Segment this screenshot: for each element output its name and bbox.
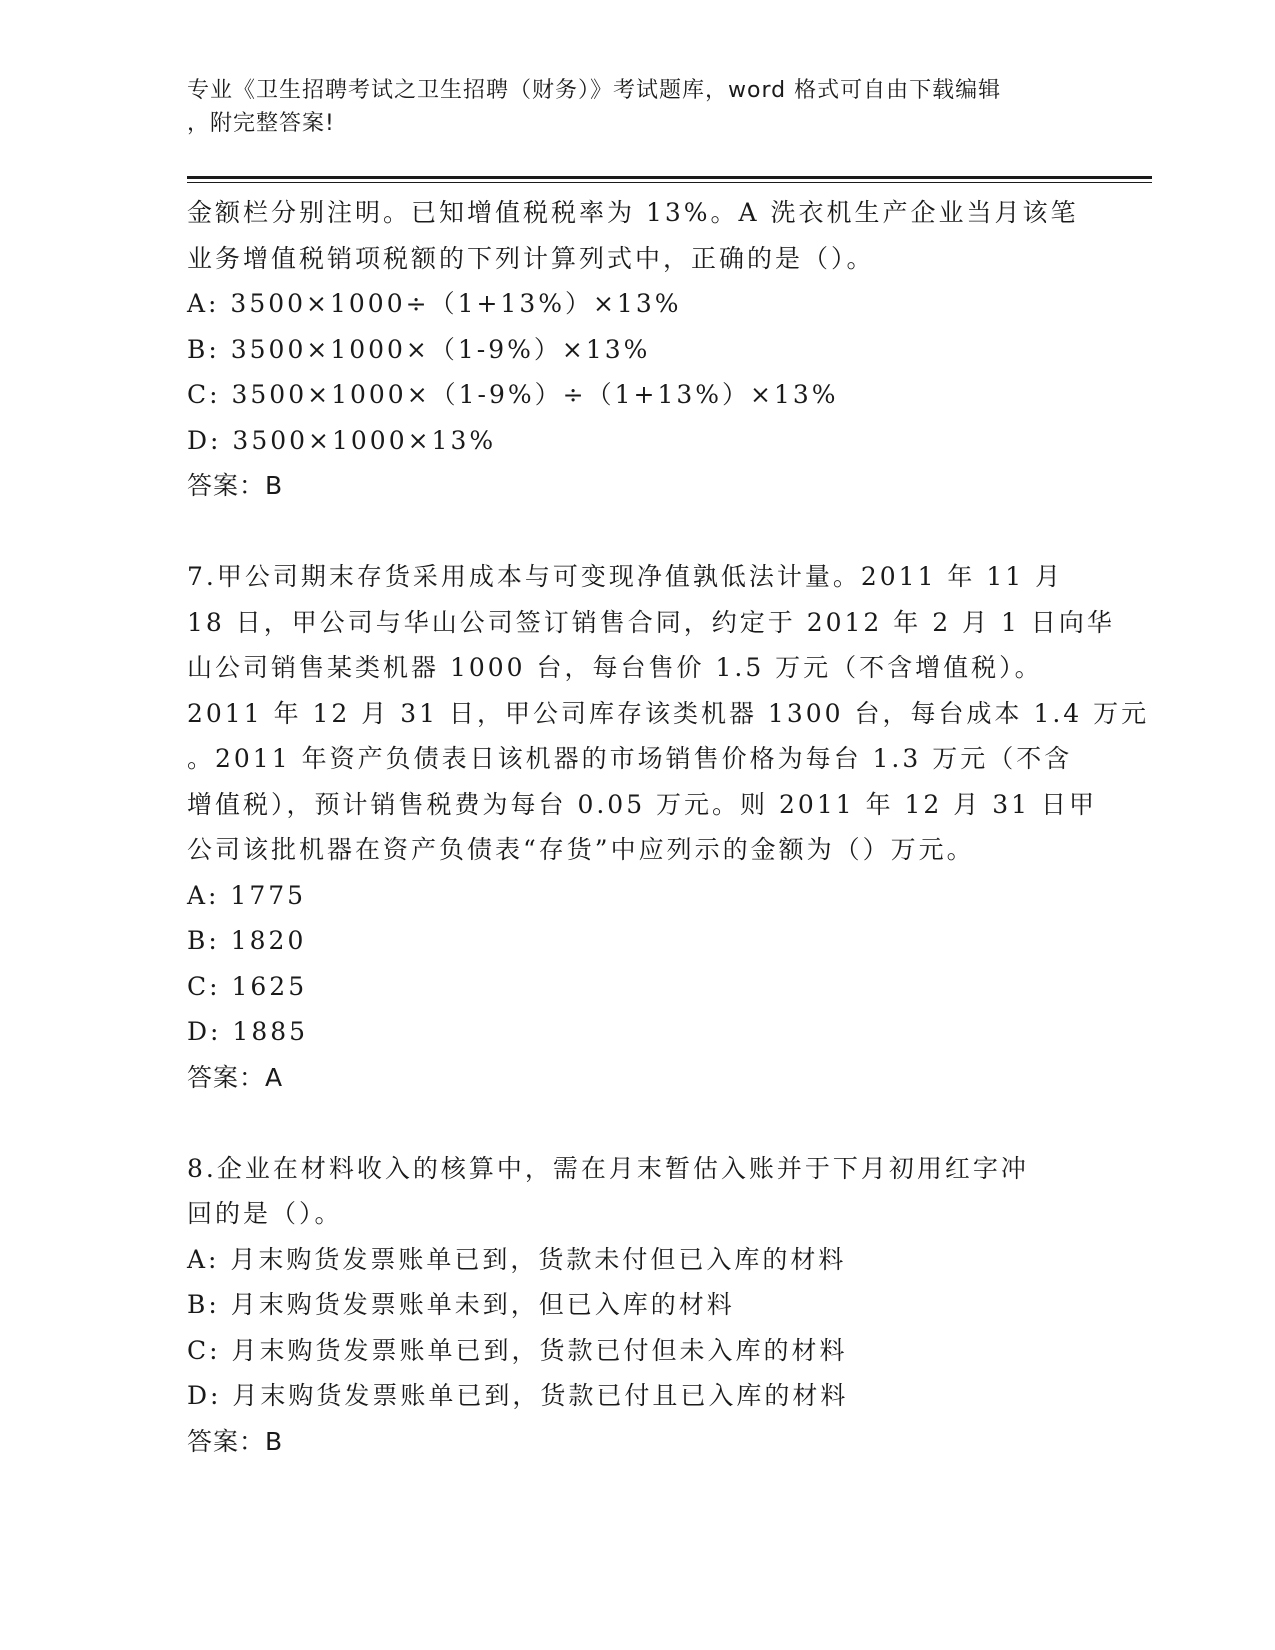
question-stem-line: 山公司销售某类机器 1000 台，每台售价 1.5 万元（不含增值税）。 [187,653,1043,682]
header-line-2: ，附完整答案! [187,111,335,136]
question-7 [187,554,1150,1100]
question-list [187,190,1150,1464]
option-b: B: 3500×1000×（1-9%）×13% [187,334,651,364]
option-b: B: 1820 [187,926,307,955]
header-divider-thick [187,176,1152,179]
header-line-1: 专业《卫生招聘考试之卫生招聘（财务）》考试题库，word 格式可自由下载编辑 [187,78,1002,103]
page-header [187,74,1067,140]
question-stem-line: 。2011 年资产负债表日该机器的市场销售价格为每台 1.3 万元（不含 [187,744,1073,773]
option-c: C: 月末购货发票账单已到，货款已付但未入库的材料 [187,1335,848,1365]
spacer [187,509,1087,555]
option-d: D: 1885 [187,1017,309,1046]
option-a: A: 月末购货发票账单已到，货款未付但已入库的材料 [187,1244,847,1274]
question-stem-line: 回的是（）。 [187,1199,343,1228]
answer-line: 答案：B [187,471,284,500]
option-a: A: 1775 [187,880,307,910]
question-stem-line: 8.企业在材料收入的核算中，需在月末暂估入账并于下月初用红字冲 [187,1153,1029,1183]
option-c: C: 1625 [187,971,308,1001]
option-a: A: 3500×1000÷（1+13%）×13% [187,289,682,318]
question-stem-line: 金额栏分别注明。已知增值税税率为 13%。A 洗衣机生产企业当月该笔 [187,198,1079,227]
question-stem-line: 业务增值税销项税额的下列计算列式中，正确的是（）。 [187,243,875,273]
answer-line: 答案：A [187,1062,284,1092]
question-stem-line: 18 日，甲公司与华山公司签订销售合同，约定于 2012 年 2 月 1 日向华 [187,607,1115,637]
spacer [187,1100,1087,1146]
option-d: D: 3500×1000×13% [187,425,497,455]
question-6 [187,190,1087,509]
question-stem-line: 增值税），预计销售税费为每台 0.05 万元。则 2011 年 12 月 31 日甲 [187,789,1097,819]
option-d: D: 月末购货发票账单已到，货款已付且已入库的材料 [187,1381,849,1410]
option-b: B: 月末购货发票账单未到，但已入库的材料 [187,1290,735,1319]
question-stem-line: 公司该批机器在资产负债表“存货”中应列示的金额为（）万元。 [187,835,975,864]
answer-line: 答案：B [187,1426,284,1456]
header-divider-thin [187,182,1152,183]
question-stem-line: 7.甲公司期末存货采用成本与可变现净值孰低法计量。2011 年 11 月 [187,562,1064,591]
question-stem-line: 2011 年 12 月 31 日，甲公司库存该类机器 1300 台，每台成本 1.4 万元 [187,698,1150,728]
option-c: C: 3500×1000×（1-9%）÷（1+13%）×13% [187,380,839,409]
question-8 [187,1146,1087,1465]
